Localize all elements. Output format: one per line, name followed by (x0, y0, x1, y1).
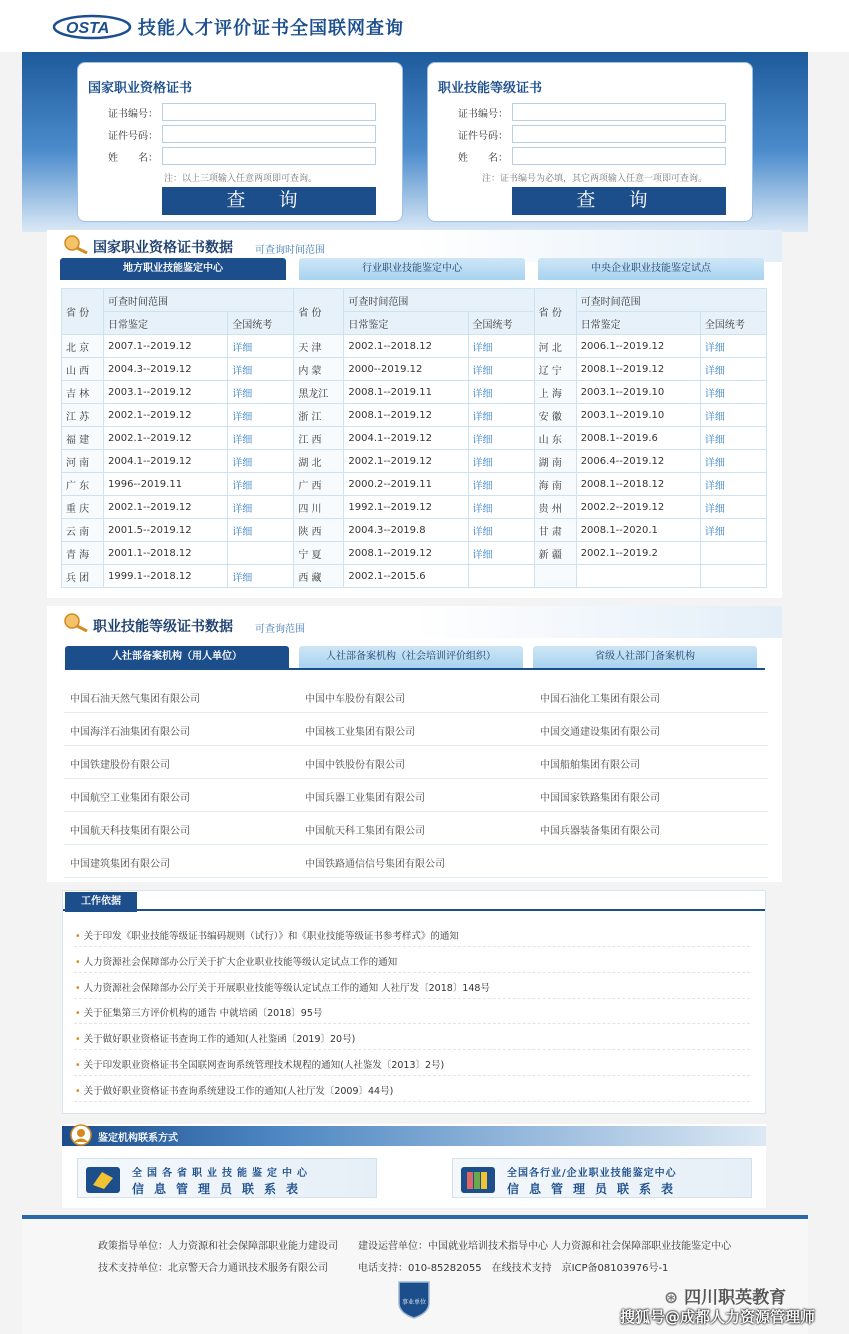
contact-icon (70, 1124, 92, 1146)
basis-link-text: 人力资源社会保障部办公厅关于扩大企业职业技能等级认定试点工作的通知 (83, 956, 398, 968)
detail-link[interactable]: 详细 (228, 496, 294, 519)
province-cell: 湖 南 (534, 450, 576, 473)
wechat-icon: ⊛ (664, 1288, 685, 1308)
table-header-row (62, 312, 767, 335)
query-note: 注：证书编号为必填，其它两项输入任意一项即可查询。 (482, 174, 708, 184)
form-row (446, 147, 746, 165)
org-item[interactable]: 中国交通建设集团有限公司 (540, 727, 660, 738)
province-cell: 青 海 (62, 542, 104, 565)
column-header: 全国统考 (468, 312, 534, 335)
row-divider (64, 811, 768, 812)
table-row (62, 450, 767, 473)
column-header: 可查时间范围 (104, 289, 294, 312)
column-header: 日常鉴定 (344, 312, 468, 335)
watermark-sohu: 搜狐号@成都人力资源管理师 (620, 1308, 816, 1326)
org-item[interactable]: 中国中铁股份有限公司 (305, 760, 405, 771)
basis-link[interactable] (75, 1083, 393, 1097)
province-cell: 重 庆 (62, 496, 104, 519)
certificate-number-input[interactable] (162, 103, 376, 121)
osta-logo (52, 12, 132, 42)
bullet-icon: • (75, 1060, 81, 1071)
industry-contact-link[interactable] (452, 1158, 752, 1198)
date-range-cell: 2008.1--2019.6 (576, 427, 700, 450)
table-row (62, 496, 767, 519)
date-range-cell: 2006.4--2019.12 (576, 450, 700, 473)
province-cell: 湖 北 (294, 450, 344, 473)
contact-line-1: 全国各省职业技能鉴定中心 (132, 1168, 312, 1179)
province-cell: 甘 肃 (534, 519, 576, 542)
svg-text:OSTA: OSTA (66, 20, 110, 37)
row-divider (74, 998, 750, 999)
detail-link[interactable]: 详细 (700, 450, 766, 473)
province-cell: 江 苏 (62, 404, 104, 427)
province-cell: 山 东 (534, 427, 576, 450)
org-item[interactable]: 中国航空工业集团有限公司 (70, 793, 190, 804)
date-range-cell: 2008.1--2019.12 (344, 542, 468, 565)
row-divider (64, 844, 768, 845)
province-table (61, 288, 767, 588)
date-range-cell: 1999.1--2018.12 (104, 565, 228, 588)
contact-line-1: 全国各行业/企业职业技能鉴定中心 (507, 1168, 677, 1179)
province-cell: 黑龙江 (294, 381, 344, 404)
province-cell: 辽 宁 (534, 358, 576, 381)
province-cell: 海 南 (534, 473, 576, 496)
province-cell: 江 西 (294, 427, 344, 450)
detail-link[interactable]: 详细 (700, 519, 766, 542)
org-item[interactable]: 中国海洋石油集团有限公司 (70, 727, 190, 738)
date-range-cell: 2000.2--2019.11 (344, 473, 468, 496)
bullet-icon: • (75, 931, 81, 942)
table-row (62, 565, 767, 588)
province-cell: 上 海 (534, 381, 576, 404)
province-cell: 北 京 (62, 335, 104, 358)
contact-line-2: 信息管理员联系表 (507, 1182, 684, 1196)
tab-central-enterprise[interactable]: 中央企业职业技能鉴定试点 (538, 258, 764, 280)
date-range-cell: 2002.1--2019.12 (344, 450, 468, 473)
basis-link-text: 关于做好职业资格证书查询系统建设工作的通知(人社厅发〔2009〕44号) (83, 1085, 394, 1097)
row-divider (74, 1023, 750, 1024)
detail-link[interactable]: 详细 (468, 381, 534, 404)
row-divider (64, 712, 768, 713)
row-divider (74, 1049, 750, 1050)
detail-link[interactable]: 详细 (468, 335, 534, 358)
row-divider (64, 745, 768, 746)
column-header: 可查时间范围 (344, 289, 534, 312)
magnifier-icon (61, 234, 89, 254)
basis-link[interactable] (75, 1031, 355, 1045)
date-range-cell: 2002.1--2018.12 (344, 335, 468, 358)
date-range-cell: 2000--2019.12 (344, 358, 468, 381)
province-cell (534, 565, 576, 588)
bullet-icon: • (75, 1034, 81, 1046)
detail-link[interactable]: 详细 (468, 519, 534, 542)
detail-link[interactable]: 详细 (468, 358, 534, 381)
tab-provincial-orgs[interactable]: 省级人社部门备案机构 (533, 646, 757, 668)
detail-link[interactable]: 详细 (468, 450, 534, 473)
basis-link[interactable] (75, 928, 459, 942)
query-note: 注：以上三项输入任意两项即可查询。 (164, 174, 318, 184)
field-label: 证书编号： (108, 109, 158, 120)
province-cell: 福 建 (62, 427, 104, 450)
detail-link[interactable]: 详细 (228, 381, 294, 404)
detail-link[interactable]: 详细 (700, 358, 766, 381)
date-range-cell: 2002.1--2019.12 (104, 404, 228, 427)
bullet-icon: • (75, 1008, 81, 1020)
basis-link[interactable] (75, 980, 490, 994)
work-basis-section (62, 890, 766, 1114)
books-icon (459, 1163, 497, 1195)
row-divider (64, 778, 768, 779)
date-range-cell: 2001.1--2018.12 (104, 542, 228, 565)
detail-link[interactable]: 详细 (228, 473, 294, 496)
org-item[interactable]: 中国铁建股份有限公司 (70, 760, 170, 771)
detail-link[interactable]: 详细 (468, 542, 534, 565)
form-row (446, 125, 746, 143)
org-item[interactable]: 中国铁路通信信号集团有限公司 (305, 859, 445, 870)
date-range-cell: 2002.1--2019.12 (104, 427, 228, 450)
contact-line-2: 信息管理员联系表 (132, 1182, 309, 1196)
date-range-cell: 2002.1--2019.2 (576, 542, 700, 565)
date-range-cell: 1996--2019.11 (104, 473, 228, 496)
field-label: 证件号码： (458, 131, 508, 142)
field-label: 证件号码： (108, 131, 158, 142)
date-range-cell: 2004.1--2019.12 (344, 427, 468, 450)
table-row (62, 519, 767, 542)
field-label: 姓 名： (108, 153, 158, 164)
detail-link[interactable]: 详细 (228, 358, 294, 381)
detail-link[interactable]: 详细 (700, 381, 766, 404)
query-button[interactable]: 查 询 (512, 187, 726, 215)
site-title: 技能人才评价证书全国联网查询 (138, 18, 404, 39)
basis-link-text: 关于征集第三方评价机构的通告 中就培函〔2018〕95号 (83, 1008, 323, 1020)
column-header: 全国统考 (700, 312, 766, 335)
section-subtitle: 可查询时间范围 (255, 245, 325, 256)
province-cell: 广 东 (62, 473, 104, 496)
table-row (62, 542, 767, 565)
date-range-cell: 2002.2--2019.12 (576, 496, 700, 519)
magnifier-icon (61, 612, 89, 632)
date-range-cell: 2004.3--2019.8 (344, 519, 468, 542)
org-item[interactable]: 中国航天科技集团有限公司 (70, 826, 190, 837)
basis-link-text: 关于做好职业资格证书查询工作的通知(人社鉴函〔2019〕20号) (83, 1034, 356, 1046)
org-item[interactable]: 中国航天科工集团有限公司 (305, 826, 425, 837)
gov-badge-icon[interactable] (396, 1279, 432, 1319)
name-input[interactable] (162, 147, 376, 165)
query-box-title: 职业技能等级证书 (438, 81, 543, 96)
table-header-row (62, 289, 767, 312)
province-cell: 兵 团 (62, 565, 104, 588)
name-input[interactable] (512, 147, 726, 165)
row-divider (74, 972, 750, 973)
watermark-text: 四川职英教育 (684, 1288, 787, 1308)
basis-link[interactable] (75, 1005, 322, 1019)
table-row (62, 381, 767, 404)
detail-link (468, 565, 534, 588)
date-range-cell: 2004.1--2019.12 (104, 450, 228, 473)
field-label: 姓 名： (458, 153, 508, 164)
form-row (96, 147, 396, 165)
basis-link[interactable] (75, 954, 397, 968)
date-range-cell: 2002.1--2015.6 (344, 565, 468, 588)
date-range-cell: 2002.1--2019.12 (104, 496, 228, 519)
column-header: 全国统考 (228, 312, 294, 335)
tab-employer-orgs[interactable]: 人社部备案机构（用人单位） (65, 646, 289, 668)
detail-link[interactable]: 详细 (700, 427, 766, 450)
column-header: 省 份 (294, 289, 344, 335)
query-box-title: 国家职业资格证书 (88, 81, 193, 96)
section-subtitle: 可查询范围 (255, 624, 305, 635)
id-number-input[interactable] (162, 125, 376, 143)
table-row (62, 473, 767, 496)
form-row (96, 103, 396, 121)
org-item[interactable]: 中国建筑集团有限公司 (70, 859, 170, 870)
detail-link[interactable]: 详细 (468, 404, 534, 427)
org-item[interactable]: 中国国家铁路集团有限公司 (540, 793, 660, 804)
org-item[interactable]: 中国石油化工集团有限公司 (540, 694, 660, 705)
section-title: 职业技能等级证书数据 (93, 619, 233, 635)
bullet-icon: • (75, 956, 81, 968)
detail-link[interactable]: 详细 (700, 404, 766, 427)
query-box-skill-level (427, 62, 753, 222)
date-range-cell (576, 565, 700, 588)
tab-underline (65, 668, 765, 670)
province-cell: 内 蒙 (294, 358, 344, 381)
date-range-cell: 2003.1--2019.10 (576, 381, 700, 404)
bullet-icon: • (75, 1085, 81, 1097)
org-item[interactable]: 中国兵器装备集团有限公司 (540, 826, 660, 837)
province-cell: 新 疆 (534, 542, 576, 565)
date-range-cell: 2003.1--2019.12 (104, 381, 228, 404)
detail-link (228, 542, 294, 565)
detail-link[interactable]: 详细 (228, 565, 294, 588)
table-row (62, 404, 767, 427)
query-box-vocational (77, 62, 403, 222)
row-divider (74, 1101, 750, 1102)
basis-link[interactable] (75, 1057, 444, 1071)
form-row (96, 125, 396, 143)
basis-link-text: 关于印发《职业技能等级证书编码规则（试行）》和《职业技能等级证书参考样式》的通知 (83, 931, 459, 942)
province-cell: 山 西 (62, 358, 104, 381)
date-range-cell: 2006.1--2019.12 (576, 335, 700, 358)
province-cell: 宁 夏 (294, 542, 344, 565)
date-range-cell: 2008.1--2018.12 (576, 473, 700, 496)
field-label: 证书编号： (458, 109, 508, 120)
tab-industry-center[interactable]: 行业职业技能鉴定中心 (299, 258, 525, 280)
column-header: 日常鉴定 (576, 312, 700, 335)
column-header: 省 份 (534, 289, 576, 335)
section-header (63, 891, 765, 911)
column-header: 可查时间范围 (576, 289, 766, 312)
svg-text:事业单位: 事业单位 (401, 1299, 427, 1306)
folder-icon (84, 1163, 122, 1195)
detail-link[interactable]: 详细 (468, 496, 534, 519)
footer-row-2: 技术支持单位：北京警天合力通讯技术服务有限公司 电话支持：010-85282055 在线技术支持 京ICP备08103976号-1 (98, 1263, 669, 1274)
date-range-cell: 2004.3--2019.12 (104, 358, 228, 381)
detail-link[interactable]: 详细 (700, 335, 766, 358)
detail-link (700, 542, 766, 565)
province-cell: 吉 林 (62, 381, 104, 404)
detail-link[interactable]: 详细 (228, 404, 294, 427)
date-range-cell: 2001.5--2019.12 (104, 519, 228, 542)
province-cell: 广 西 (294, 473, 344, 496)
column-header: 日常鉴定 (104, 312, 228, 335)
form-row (446, 103, 746, 121)
section-title: 国家职业资格证书数据 (93, 240, 233, 256)
contact-title: 鉴定机构联系方式 (98, 1133, 178, 1144)
date-range-cell: 2008.1--2020.1 (576, 519, 700, 542)
detail-link[interactable]: 详细 (468, 473, 534, 496)
date-range-cell: 2008.1--2019.11 (344, 381, 468, 404)
table-row (62, 427, 767, 450)
bullet-icon: • (75, 982, 81, 994)
date-range-cell: 1992.1--2019.12 (344, 496, 468, 519)
watermark-account (664, 1283, 786, 1308)
date-range-cell: 2003.1--2019.10 (576, 404, 700, 427)
work-basis-title: 工作依据 (65, 892, 137, 912)
detail-link[interactable]: 详细 (700, 473, 766, 496)
province-cell: 西 藏 (294, 565, 344, 588)
detail-link[interactable]: 详细 (228, 335, 294, 358)
provincial-contact-link[interactable] (77, 1158, 377, 1198)
org-item[interactable]: 中国中车股份有限公司 (305, 694, 405, 705)
province-cell: 贵 州 (534, 496, 576, 519)
province-cell: 四 川 (294, 496, 344, 519)
date-range-cell: 2008.1--2019.12 (576, 358, 700, 381)
site-header (0, 0, 849, 52)
detail-link (700, 565, 766, 588)
detail-link[interactable]: 详细 (700, 496, 766, 519)
org-item[interactable]: 中国船舶集团有限公司 (540, 760, 640, 771)
table-row (62, 358, 767, 381)
province-cell: 安 徽 (534, 404, 576, 427)
footer-row-1: 政策指导单位：人力资源和社会保障部职业能力建设司 建设运营单位：中国就业培训技术指导中心 人力资源和社会保障部职业技能鉴定中心 (98, 1241, 732, 1252)
org-item[interactable]: 中国石油天然气集团有限公司 (70, 694, 200, 705)
tab-training-orgs[interactable]: 人社部备案机构（社会培训评价组织） (299, 646, 523, 668)
row-divider (64, 877, 768, 878)
table-row (62, 335, 767, 358)
query-button[interactable]: 查 询 (162, 187, 376, 215)
basis-link-text: 关于印发职业资格证书全国联网查询系统管理技术规程的通知(人社鉴发〔2013〕2号) (83, 1060, 445, 1071)
province-cell: 云 南 (62, 519, 104, 542)
province-cell: 河 南 (62, 450, 104, 473)
row-divider (74, 1075, 750, 1076)
detail-link[interactable]: 详细 (228, 519, 294, 542)
province-cell: 河 北 (534, 335, 576, 358)
date-range-cell: 2008.1--2019.12 (344, 404, 468, 427)
date-range-cell: 2007.1--2019.12 (104, 335, 228, 358)
id-number-input[interactable] (512, 125, 726, 143)
province-cell: 陕 西 (294, 519, 344, 542)
detail-link[interactable]: 详细 (228, 450, 294, 473)
column-header: 省 份 (62, 289, 104, 335)
province-cell: 浙 江 (294, 404, 344, 427)
detail-link[interactable]: 详细 (228, 427, 294, 450)
org-item[interactable]: 中国核工业集团有限公司 (305, 727, 415, 738)
tab-local-center[interactable]: 地方职业技能鉴定中心 (60, 258, 286, 280)
skill-level-data-section (47, 606, 782, 882)
row-divider (74, 946, 750, 947)
org-item[interactable]: 中国兵器工业集团有限公司 (305, 793, 425, 804)
detail-link[interactable]: 详细 (468, 427, 534, 450)
basis-link-text: 人力资源社会保障部办公厅关于开展职业技能等级认定试点工作的通知 人社厅发〔2018〕148号 (83, 982, 490, 994)
province-cell: 天 津 (294, 335, 344, 358)
certificate-number-input[interactable] (512, 103, 726, 121)
